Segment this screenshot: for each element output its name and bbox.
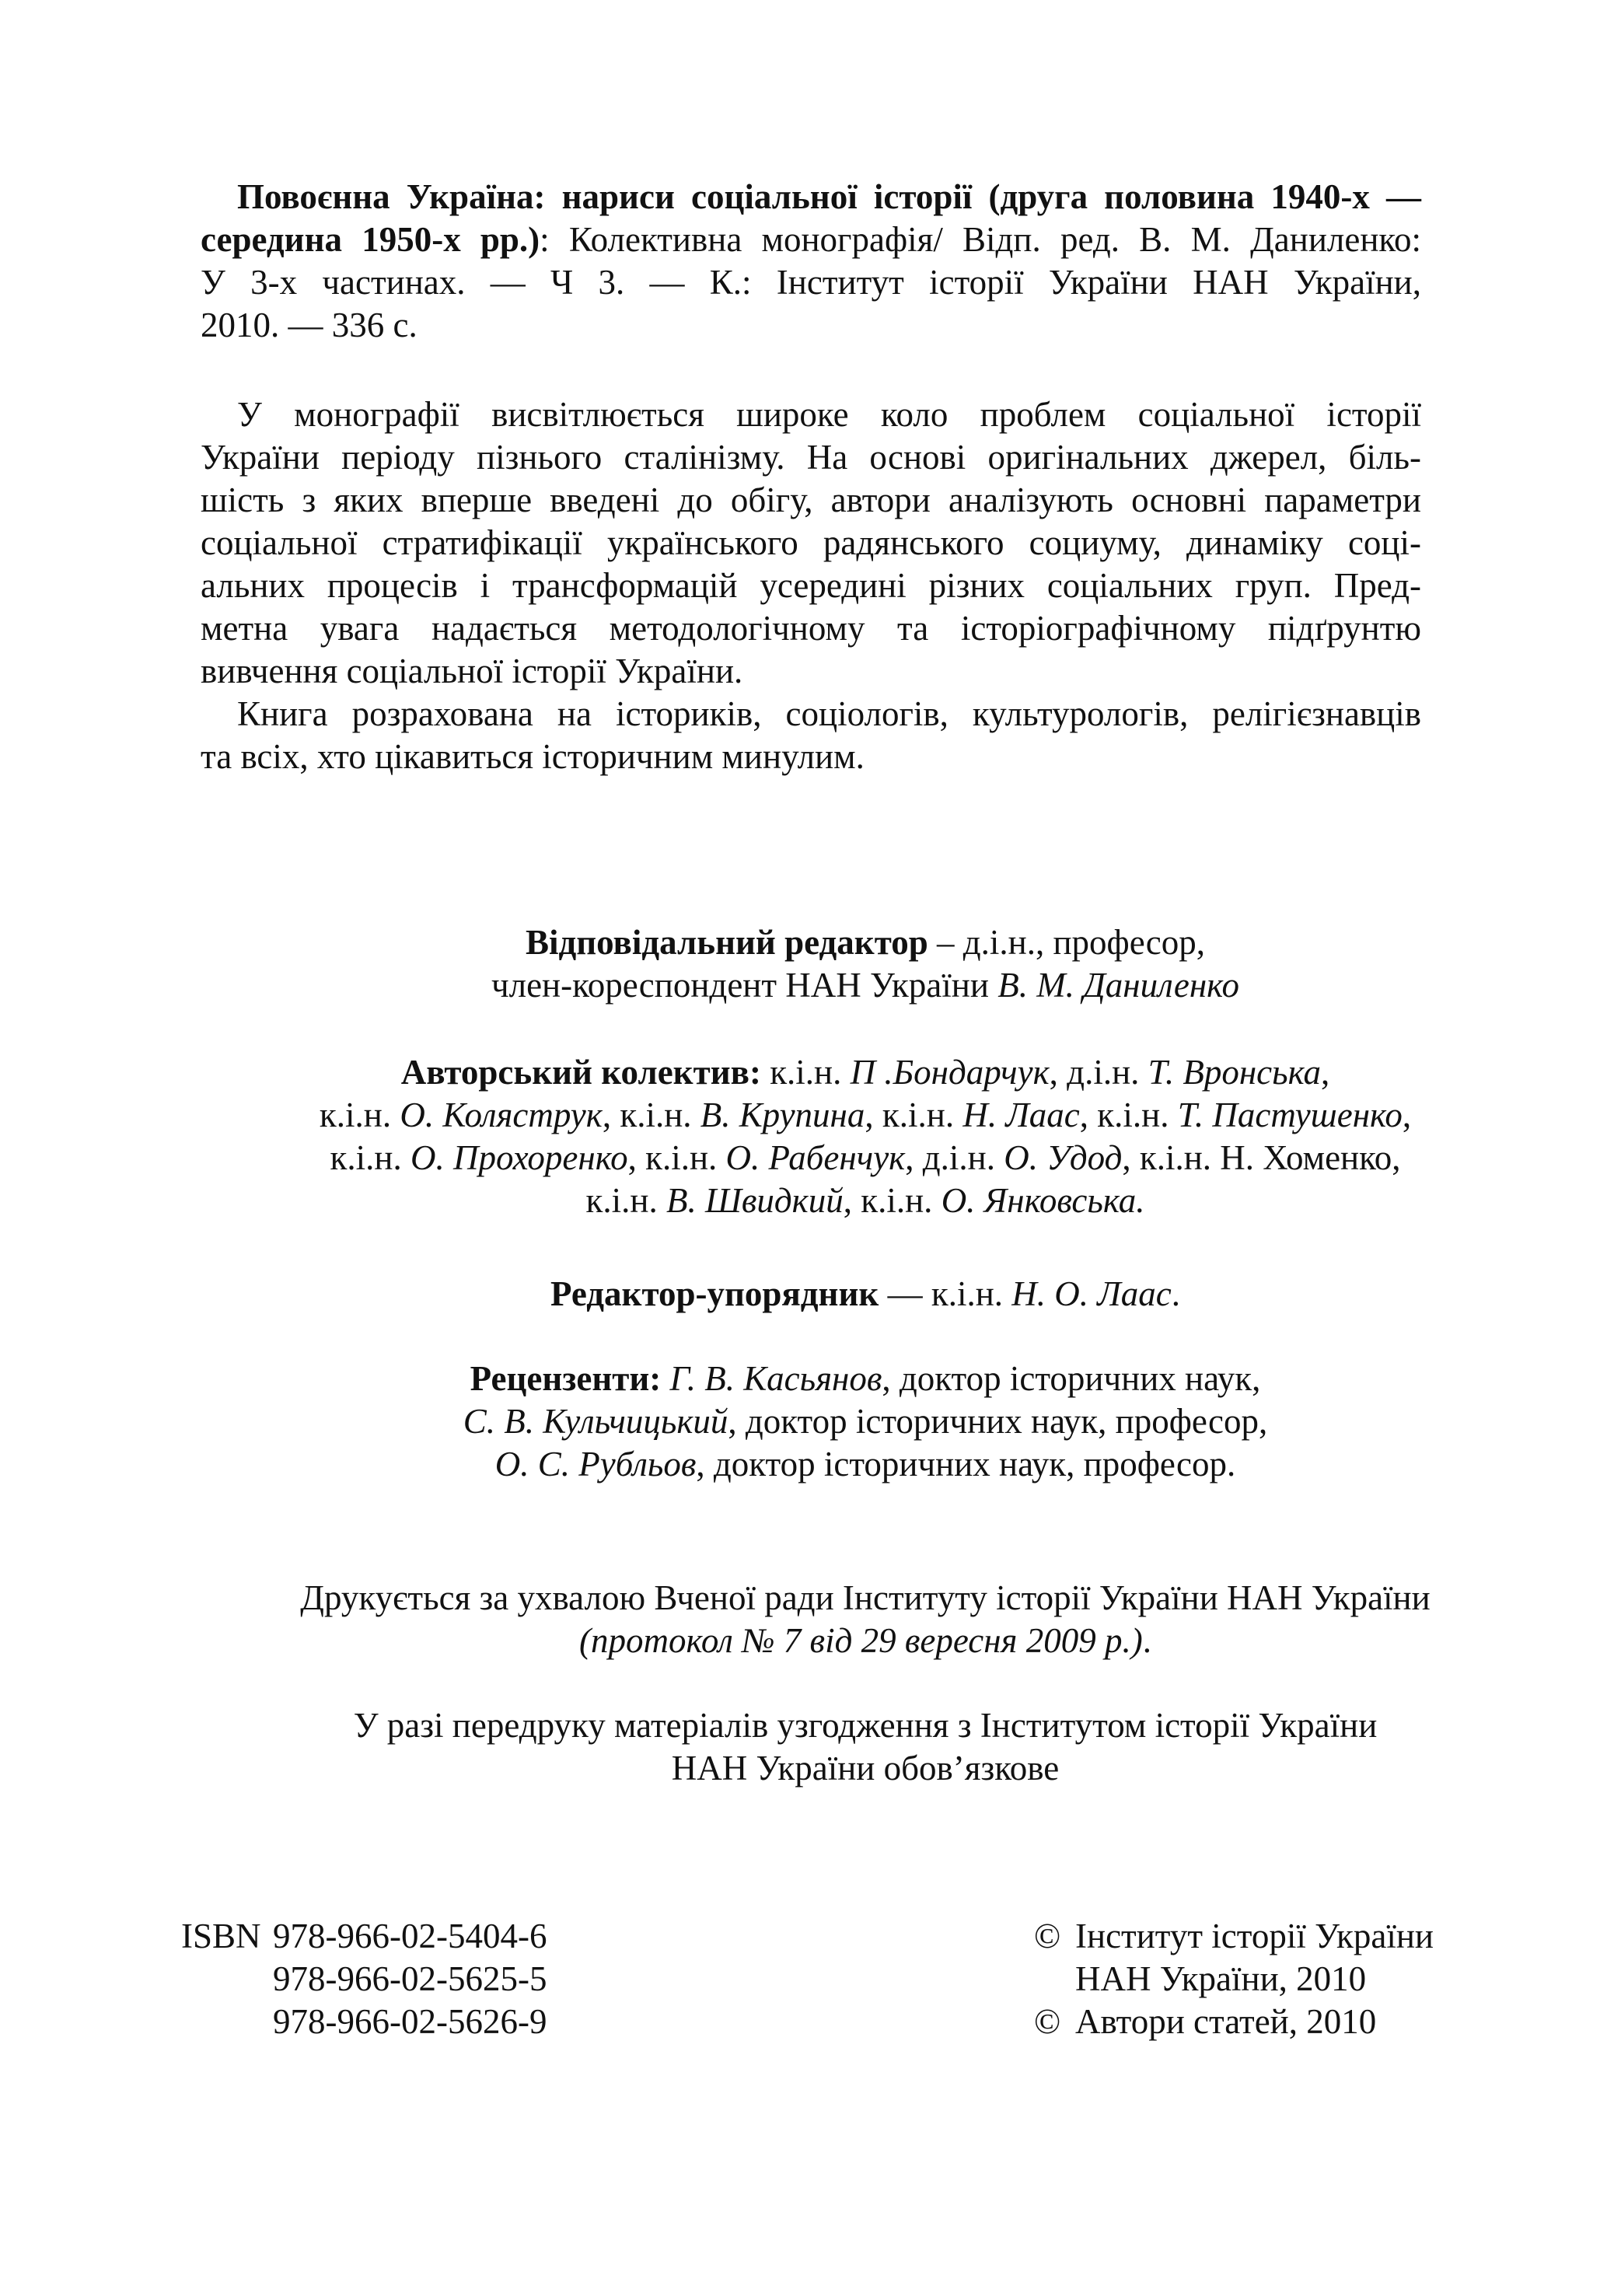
authors-line-4 — [169, 1179, 1561, 1222]
reviewer-name: О. С. Рубльов — [494, 1445, 697, 1483]
reprint-notice-block — [169, 1704, 1561, 1790]
separator: . — [1142, 1621, 1151, 1660]
authors-line-1 — [169, 1051, 1561, 1094]
author-degree: к.і.н. — [760, 1053, 851, 1092]
author-degree: , д.і.н. — [1049, 1053, 1148, 1092]
authors-line-3 — [169, 1137, 1561, 1179]
isbn-row — [181, 1915, 679, 1958]
copyright-holder-cont: НАН України, 2010 — [1075, 1959, 1367, 1998]
isbn-label: ISBN — [181, 1917, 261, 1955]
copyright-row — [1034, 1958, 1469, 2001]
author-name: О. Прохоренко — [410, 1138, 628, 1177]
author-name: П .Бондарчук — [850, 1053, 1050, 1092]
reviewer-title: , доктор історичних наук, — [882, 1359, 1261, 1398]
compiler-block — [169, 1273, 1561, 1316]
copyright-holder: Інститут історії України — [1075, 1917, 1434, 1955]
reviewers-label: Рецензенти: — [470, 1359, 662, 1398]
author-name: В. Крупина — [700, 1096, 865, 1134]
reviewer-line-3 — [169, 1443, 1561, 1486]
author-name: О. Удод — [1004, 1138, 1123, 1177]
citation-line-1 — [201, 176, 1421, 218]
author-name: О. Янковська. — [941, 1181, 1145, 1220]
approval-block — [169, 1577, 1561, 1662]
isbn-number: 978-966-02-5626-9 — [273, 2002, 547, 2041]
reviewer-line-2 — [169, 1400, 1561, 1443]
author-degree: , к.і.н. — [627, 1138, 726, 1177]
separator: , — [1402, 1096, 1412, 1134]
compiler-label: Редактор-упорядник — [550, 1274, 879, 1313]
author-name: О. Коляструк — [400, 1096, 603, 1134]
responsible-editor-rank: член-кореспондент НАН України — [491, 966, 998, 1005]
reviewer-title: , доктор історичних наук, професор, — [728, 1402, 1268, 1441]
author-degree: к.і.н. — [319, 1096, 400, 1134]
copyright-row — [1034, 2001, 1469, 2043]
isbn-block — [181, 1915, 679, 2043]
citation-publication-info: : Колективна монографія/ Відп. ред. В. М. Даниленко: — [540, 220, 1421, 259]
author-name: О. Рабенчук — [725, 1138, 906, 1177]
author-name: Н. Лаас — [962, 1096, 1080, 1134]
approval-protocol: (протокол № 7 від 29 вересня 2009 р.) — [579, 1621, 1143, 1660]
author-name: В. Швидкий — [666, 1181, 844, 1220]
author-degree: , к.і.н. — [843, 1181, 941, 1220]
authors-block — [169, 1051, 1561, 1222]
reviewer-line-1 — [169, 1358, 1561, 1400]
citation-line-4: 2010. — 336 с. — [201, 306, 417, 344]
compiler-line — [169, 1273, 1561, 1316]
copyright-icon: © — [1034, 2002, 1061, 2041]
reviewers-block — [169, 1358, 1561, 1486]
approval-line-1: Друкується за ухвалою Вченої ради Інституту історії України НАН України — [300, 1578, 1431, 1617]
isbn-row — [181, 1958, 679, 2001]
isbn-number: 978-966-02-5404-6 — [273, 1917, 547, 1955]
author-degree: к.і.н. — [330, 1138, 410, 1177]
compiler-degree: — к.і.н. — [879, 1274, 1012, 1313]
copyright-block — [1034, 1915, 1469, 2043]
author-degree-and-name: , к.і.н. Н. Хоменко, — [1122, 1138, 1401, 1177]
copyright-holder: Автори статей, 2010 — [1075, 2002, 1377, 2041]
author-degree: , д.і.н. — [905, 1138, 1004, 1177]
author-name: Т. Вронська — [1148, 1053, 1322, 1092]
author-degree: , к.і.н. — [865, 1096, 963, 1134]
abstract-line: шість з яких вперше введені до обігу, автори аналізують основні параметри — [201, 481, 1421, 519]
author-name: Т. Пастушенко — [1177, 1096, 1403, 1134]
responsible-editor-name: В. М. Даниленко — [997, 966, 1240, 1005]
separator: . — [1171, 1274, 1180, 1313]
responsible-editor-block — [169, 921, 1561, 1007]
isbn-number: 978-966-02-5625-5 — [273, 1959, 547, 1998]
isbn-row — [181, 2001, 679, 2043]
citation-line-2 — [201, 218, 1421, 261]
abstract-line: вивчення соціальної історії України. — [201, 652, 743, 690]
citation-title-part-1: Повоєнна Україна: нариси соціальної історії (друга половина 1940-х — — [237, 177, 1421, 216]
abstract-line: України періоду пізнього сталінізму. На основі оригінальних джерел, біль- — [201, 438, 1421, 477]
author-degree: , к.і.н. — [1079, 1096, 1178, 1134]
abstract-line: соціальної стратифікації українського радянського социуму, динаміку соці- — [201, 523, 1421, 562]
responsible-editor-label: Відповідальний редактор — [525, 923, 928, 962]
approval-line-2 — [169, 1620, 1561, 1662]
reprint-line-1: У разі передруку матеріалів узгодження з Інститутом історії України — [353, 1706, 1378, 1745]
author-degree: , к.і.н. — [602, 1096, 700, 1134]
responsible-editor-line-1 — [169, 921, 1561, 964]
responsible-editor-line-2 — [169, 964, 1561, 1007]
copyright-row — [1034, 1915, 1469, 1958]
compiler-name: Н. О. Лаас — [1011, 1274, 1172, 1313]
responsible-editor-title: – д.і.н., професор, — [928, 923, 1206, 962]
author-degree: к.і.н. — [585, 1181, 666, 1220]
citation-block — [201, 176, 1421, 347]
abstract-line: Книга розрахована на істориків, соціологів, культурологів, релігієзнавців — [237, 694, 1421, 733]
abstract-block — [201, 393, 1421, 778]
abstract-line: та всіх, хто цікавиться історичним минулим. — [201, 737, 865, 776]
separator: , — [1321, 1053, 1330, 1092]
abstract-line: альних процесів і трансформацій усередині різних соціальних груп. Пред- — [201, 566, 1421, 605]
citation-title-part-2: середина 1950-х рр.) — [201, 220, 540, 259]
authors-line-2 — [169, 1094, 1561, 1137]
authors-label: Авторський колектив: — [400, 1053, 761, 1092]
citation-line-3: У 3-х частинах. — Ч 3. — К.: Інститут історії України НАН України, — [201, 263, 1421, 302]
reviewer-title: , доктор історичних наук, професор. — [696, 1445, 1236, 1483]
copyright-icon: © — [1034, 1917, 1061, 1955]
reprint-line-2: НАН України обов’язкове — [671, 1749, 1060, 1788]
reviewer-name: Г. В. Касьянов — [669, 1359, 882, 1398]
reviewer-name: С. В. Кульчицький — [463, 1402, 728, 1441]
abstract-line: метна увага надається методологічному та історіографічному підґрунтю — [201, 609, 1421, 648]
abstract-line: У монографії висвітлюється широке коло проблем соціальної історії — [237, 395, 1421, 434]
